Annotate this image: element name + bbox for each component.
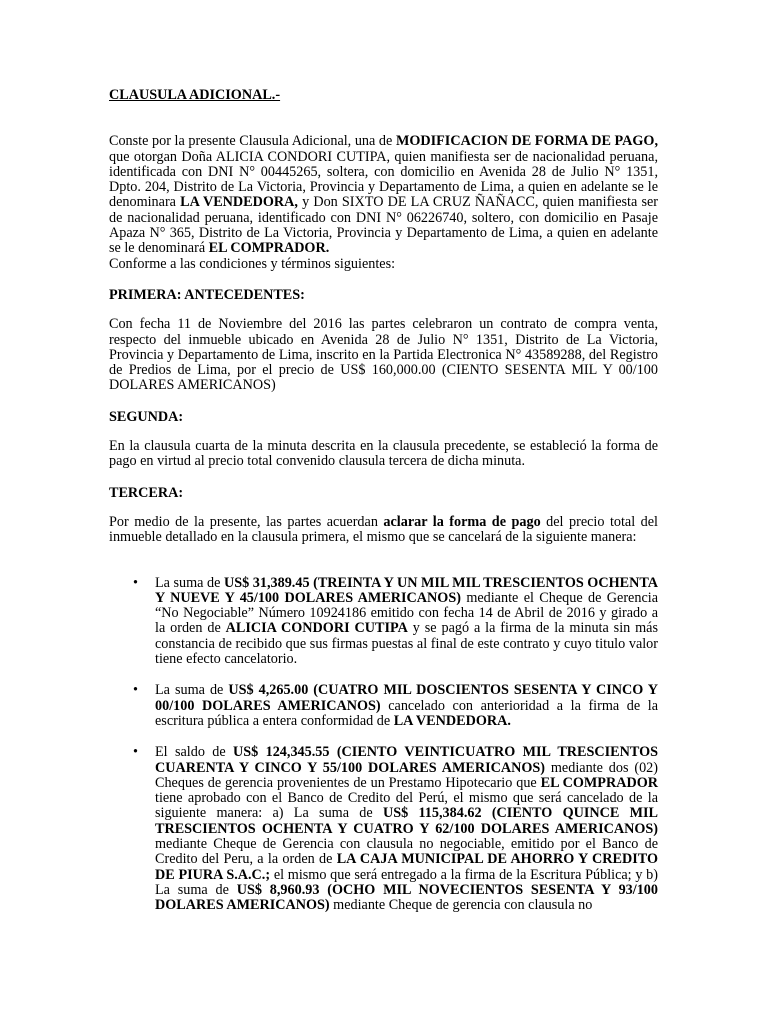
bullet-1-text-2: mediante el Cheque de Gerencia “No Negociable” Número 10924186 emitido con fecha 14 de Abril de 2016 y girado a la orden de: [155, 589, 658, 637]
intro-bold-3: EL COMPRADOR.: [208, 240, 330, 257]
bullet-2-text: [155, 683, 658, 729]
intro-text-3: y Don SIXTO DE LA CRUZ ÑAÑACC, quien manifiesta ser de nacionalidad peruana, identificado con DNI N° 06226740, soltero, con domicilio en Pasaje Apaza N° 365, Distrito de La Victoria, Provincia y Departamento de Lima, a quien en adelante se le denominará: [109, 194, 658, 257]
list-item: [109, 576, 658, 668]
tercera-text-2: del precio total del inmueble detallado en la clausula primera, el mismo que se cancelará de la siguiente manera:: [109, 513, 658, 546]
bullet-1-bold-2: ALICIA CONDORI CUTIPA: [225, 620, 408, 637]
bullet-3-text-2: mediante dos (02) Cheques de gerencia provenientes de un Prestamo Hipotecario que: [155, 759, 659, 791]
intro-bold-1: MODIFICACION DE FORMA DE PAGO,: [395, 133, 658, 150]
bullet-1-text-3: y se pagó a la firma de la minuta sin más constancia de recibido que sus firmas puestas al final de este contrato y cuyo titulo valor tiene efecto cancelatorio.: [155, 620, 658, 668]
bullet-3-text-6: mediante Cheque de gerencia con clausula no: [329, 897, 593, 914]
bullet-3-text: [155, 745, 658, 913]
tercera-paragraph: [109, 515, 658, 546]
segunda-heading: SEGUNDA:: [109, 408, 184, 425]
intro-paragraph: [109, 134, 658, 256]
document-title: CLAUSULA ADICIONAL.-: [109, 87, 281, 103]
intro-text-1: Conste por la presente Clausula Adicional, una de: [109, 133, 396, 150]
bullet-2-bold-2: LA VENDEDORA.: [393, 712, 511, 729]
bullet-1-text: [155, 576, 658, 668]
tercera-bold-1: aclarar la forma de pago: [383, 513, 541, 530]
primera-paragraph: Con fecha 11 de Noviembre del 2016 las partes celebraron un contrato de compra venta, respecto del inmueble ubicado en Avenida 28 de Julio N° 1351, Distrito de La Victoria, Provincia y Departamento de Lima, inscrito en la Partida Electronica N° 43589288, del Registro de Predios de Lima, por el precio de US$ 160,000.00 (CIENTO SESENTA MIL Y 00/100 DOLARES AMERICANOS): [109, 316, 658, 394]
bullet-3-bold-5: US$ 8,960.93 (OCHO MIL NOVECIENTOS SESENTA Y 93/100 DOLARES AMERICANOS): [155, 881, 658, 914]
list-item: [109, 745, 658, 913]
segunda-paragraph: En la clausula cuarta de la minuta descrita en la clausula precedente, se estableció la forma de pago en virtud al precio total convenido clausula tercera de dicha minuta.: [109, 438, 658, 470]
list-item: [109, 683, 658, 729]
bullet-3-text-5: el mismo que será entregado a la firma de la Escritura Pública; y b) La suma de: [155, 866, 658, 898]
bullet-3-bold-1: US$ 124,345.55 (CIENTO VEINTICUATRO MIL TRESCIENTOS CUARENTA Y CINCO Y 55/100 DOLARES AMERICANOS): [155, 744, 658, 776]
conforme-line: Conforme a las condiciones y términos siguientes:: [109, 255, 396, 272]
bullet-icon: •: [133, 574, 138, 591]
bullet-2-bold-1: US$ 4,265.00 (CUATRO MIL DOSCIENTOS SESENTA Y CINCO Y 00/100 DOLARES AMERICANOS): [155, 682, 658, 714]
document-body: [109, 88, 658, 913]
bullet-3-bold-4: LA CAJA MUNICIPAL DE AHORRO Y CREDITO DE PIURA S.A.C.;: [155, 851, 659, 883]
bullet-2-text-1: La suma de: [155, 682, 229, 699]
intro-bold-2: LA VENDEDORA,: [180, 194, 298, 211]
bullet-1-text-1: La suma de: [155, 574, 224, 591]
bullet-1-bold-1: US$ 31,389.45 (TREINTA Y UN MIL MIL TRESCIENTOS OCHENTA Y NUEVE Y 45/100 DOLARES AMERICANOS): [155, 574, 658, 606]
tercera-text-1: Por medio de la presente, las partes acuerdan: [109, 513, 384, 530]
primera-heading: PRIMERA: ANTECEDENTES:: [109, 286, 305, 303]
bullet-3-text-1: El saldo de: [155, 744, 234, 761]
tercera-heading: TERCERA:: [109, 484, 184, 501]
bullet-3-bold-3: US$ 115,384.62 (CIENTO QUINCE MIL TRESCIENTOS OCHENTA Y CUATRO Y 62/100 DOLARES AMERICANOS): [155, 805, 658, 837]
payment-list: [109, 576, 658, 914]
bullet-icon: •: [133, 682, 138, 699]
bullet-icon: •: [133, 744, 138, 761]
bullet-3-text-3: tiene aprobado con el Banco de Credito del Perú, el mismo que será cancelado de la siguiente manera: a) La suma de: [155, 790, 658, 822]
intro-text-2: que otorgan Doña ALICIA CONDORI CUTIPA, quien manifiesta ser de nacionalidad peruana, identificada con DNI N° 00445265, soltera, con domicilio en Avenida 28 de Julio N° 1351, Dpto. 204, Distrito de La Victoria, Provincia y Departamento de Lima, a quien en adelante se le denominara: [109, 148, 658, 211]
bullet-3-text-4: mediante Cheque de Gerencia con clausula no negociable, emitido por el Banco de Credito del Peru, a la orden de: [155, 835, 658, 868]
bullet-2-text-2: cancelado con anterioridad a la firma de la escritura pública a entera conformidad de: [155, 697, 658, 729]
bullet-3-bold-2: EL COMPRADOR: [540, 774, 658, 791]
